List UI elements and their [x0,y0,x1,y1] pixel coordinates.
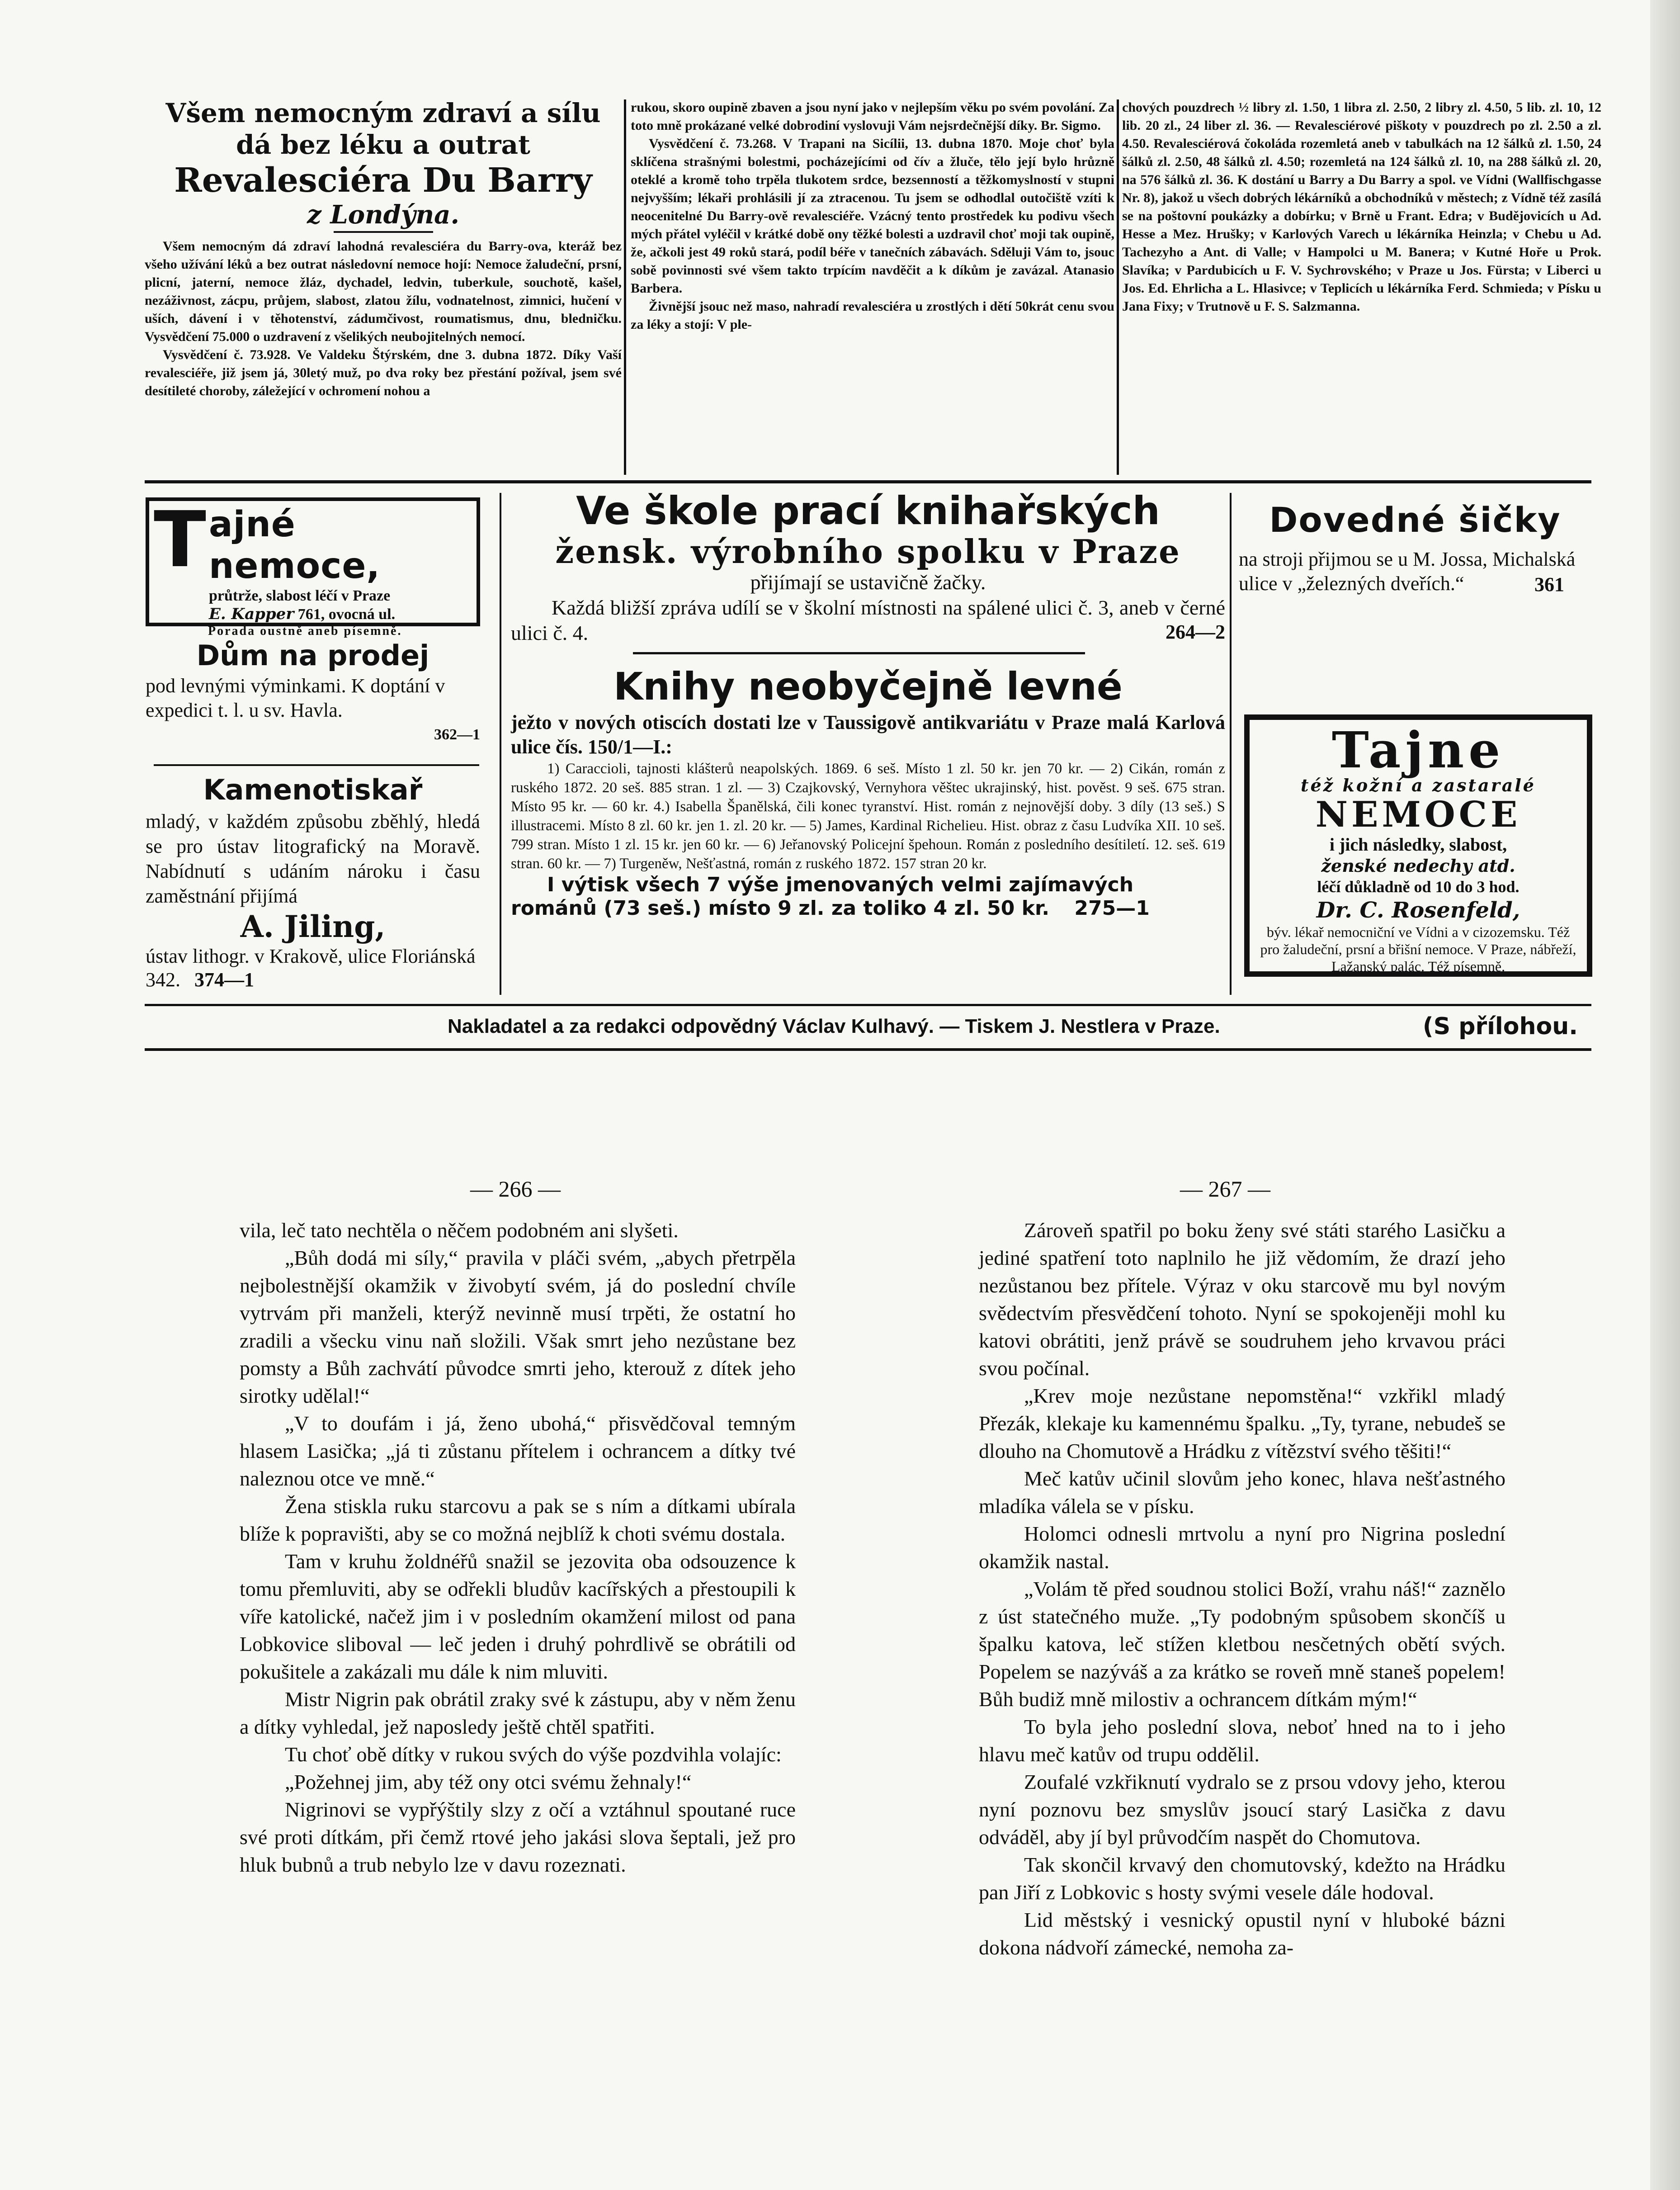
ad-knihy [511,662,1225,920]
revalesciera-column-middle [631,99,1114,474]
ad-dovedne-sicky [1239,493,1591,596]
paragraph: vila, leč tato nechtěla o něčem podobném ani slyšeti. [240,1219,679,1242]
paragraph: Všem nemocným dá zdraví lahodná revalesciéra du Barry-ova, kteráž bez všeho užívání léků a bez outrat následovní nemoce hojí: Nemoce žaludeční, prsní, plicní, jaterní, nemoce žláz, dychadel, ledvin, tuberkule, souchotě, kašel, nezáživnost, zácpu, průjem, slabost, zlatou žílu, vodnatelnost, zimnici, hučení v uších, dávení i v těhotenství, zádumčivost, roumatismus, dnu, bledničku. Vysvědčení 75.000 o uzdravení z všelikých neubojitelných nemocí. [145,239,622,344]
revalesciera-headline-3: Revalesciéra Du Barry [174,161,592,200]
ad-line: léčí důkladně od 10 do 3 hod. [1317,878,1520,896]
ad-text: pod levnými výminkami. K doptání v expedici t. l. u sv. Havla. [146,675,445,721]
scan-edge-shadow [1650,0,1680,2190]
ad-line: průtrže, slabost léčí v Praze [208,587,391,604]
imprint: Nakladatel a za redakci odpovědný Václav Kulhavý. — Tiskem J. Nestlera v Praze. [448,1015,1220,1037]
ad-final-text: románů (73 seš.) místo 9 zl. za toliko 4 zl. 50 kr. [511,897,1050,920]
ad-tajne-nemoce-right [1244,714,1592,977]
divider [154,764,479,766]
column-rule [500,493,501,995]
revalesciera-column-right [1122,99,1601,474]
ad-title: Ve škole prací knihařských [576,488,1160,534]
ad-code: 362—1 [434,726,480,743]
footer [145,1013,1591,1045]
ad-subtitle: žensk. výrobního spolku v Praze [555,532,1181,571]
revalesciera-headline-4: z Londýna. [307,200,459,230]
footer-top-rule [145,1004,1591,1006]
divider [633,652,1085,654]
ad-title: Dovedné šičky [1269,500,1561,540]
paragraph: Zoufalé vzkřiknutí vydralo se z prsou vdovy jeho, kterou nyní poznovu bez smyslův jsoucí starý Lasička z davu odváděl, aby jí byl průvodčím naspět do Chomutova. [979,1770,1505,1849]
paragraph: Lid městský i vesnický opustil nyní v hluboké bázni dokona nádvoří zámecké, nemoha za- [979,1908,1505,1959]
section-rule [145,480,1591,483]
supplement-note: (S přílohou. [1422,1013,1578,1040]
column-rule [1117,99,1119,475]
column-rule [624,99,626,475]
paragraph: Vysvědčení č. 73.268. V Trapani na Sicílii, 13. dubna 1870. Moje choť byla sklíčena strašnými bolestmi, pocházejícími od čív a žluče, tělo její bylo hrůzně oteklé a kromě toho trpěla tlukotem srdce, bezsenností a těžkomyslností v stupni nejvyšším; lékaři prohlásili jí za ztracenou. Tu jsem se odhodlal outočiště vzíti k neocenitelné Du Barry-ově revalesciéře. Vzácný tento prostředek ku podivu všech mých přátel vyléčil v krátké době ony těžké bolesti a uzdravil choť moji tak oupině, že, ačkoli jest 49 roků stará, podíl béře v tanečních zábavách. Sděluji Vám to, jsouc sobě povinnosti své všem takto trpícím navděčit a k díkům je zavázal. Atanasio Barbera. [631,136,1114,296]
ad-title: Knihy neobyčejně levné [613,664,1123,709]
ad-kamenotiskar [146,771,480,992]
column-rule [1230,493,1232,995]
ad-dum-na-prodej [146,638,480,747]
ad-title: Dům na prodej [196,639,429,672]
ad-line: přijímají se ustavičně žačky. [750,571,986,594]
paragraph: Vysvědčení č. 73.928. Ve Valdeku Štýrském, dne 3. dubna 1872. Díky Vaší revalesciéře, již jsem já, 30letý muž, po dva roky bez přestání požíval, jsem své desítileté choroby, záležející v ochromení nohou a [145,347,622,398]
ad-intro: ježto v nových otiscích dostati lze v Taussigově antikvariátu v Praze malá Karlová ulice čís. 150/1—I.: [511,711,1225,758]
revalesciera-column-left [145,97,622,473]
revalesciera-headline-2: dá bez léku a outrat [236,129,530,160]
paragraph: „Bůh dodá mi síly,“ pravila v pláči svém, „abych přetrpěla nejbolestnější okamžik v živobytí svém, já do poslední chvíle vytrvám při manželi, kterýž nevinně musí trpěti, že ostatní ho zradili a všecku vinu naň složili. Však smrt jeho nezůstane bez pomsty a Bůh zachvátí původce smrti jeho, kterouž z dítek jeho sirotky udělal!“ [240,1246,796,1407]
paragraph: „Požehnej jim, aby též ony otci svému žehnaly!“ [285,1770,692,1793]
paragraph: „Volám tě před soudnou stolici Boží, vrahu náš!“ zaznělo z úst statečného muže. „Ty podobným spůsobem skončíš u špalku katova, leč stížen kletbou nesčetných obětí svých. Popelem se nazýváš a za krátko se roveň mně staneš popelem! Bůh budiž mně milostiv a ochrancem dítkám mým!“ [979,1577,1505,1711]
paragraph: Mistr Nigrin pak obrátil zraky své k zástupu, aby v něm ženu a dítky vyhledal, jež naposledy ještě chtěl spatřiti. [240,1688,796,1738]
ad-address-text: ústav lithogr. v Krakově, ulice Floriánská 342. [146,945,476,991]
paragraph: Žena stiskla ruku starcovu a pak se s ním a dítkami ubírala blíže k popravišti, aby se co možná nejblíž k choti svému dostala. [240,1495,796,1545]
ad-address [146,945,480,992]
ad-text: na stroji přijmou se u M. Jossa, Michalská ulice v „železných dveřích.“ [1239,548,1576,595]
ad-title: Kamenotiskař [203,773,423,806]
paragraph: Meč katův učinil slovům jeho konec, hlava nešťastného mladíka válela se v písku. [979,1467,1505,1518]
ad-name: E. Kapper [208,605,294,623]
ad-code: 374—1 [194,969,254,991]
paragraph: To byla jeho poslední slova, neboť hned na to i jeho hlavu meč katův od trupu oddělil. [979,1715,1505,1766]
ad-name: A. Jiling, [240,909,386,944]
page-number-266: — 266 — [470,1176,561,1201]
revalesciera-headline-1: Všem nemocným zdraví a sílu [165,98,601,128]
paragraph: Nigrinovi se vypřýštily slzy z očí a vztáhnul spoutané ruce své proti dítkám, při čemž rtové jeho jakási slova šeptali, jež pro hluk bubnů a trub nebylo lze v davu rozeznati. [240,1798,796,1876]
ad-title: ajné nemoce, [208,504,381,587]
ad-line [209,605,472,624]
ad-line: Porada oustně aneb písemně. [208,624,402,638]
ad-text: mladý, v každém způsobu zběhlý, hledá se pro ústav litografický na Moravě. Nabídnutí s udáním nároku i času zaměstnání přijímá [146,810,480,907]
ad-subtitle: též kožní a zastaralé [1301,775,1536,795]
ad-line: ženské nedechy atd. [1321,856,1515,876]
ad-final-line: I výtisk všech 7 výše jmenovaných velmi zajímavých [547,873,1134,896]
ad-skola-knihari [511,488,1225,644]
ad-code: 361 [1534,573,1564,596]
ad-code: 275—1 [1074,897,1150,920]
paragraph: Tam v kruhu žoldnéřů snažil se jezovita oba odsouzence k tomu přemluviti, aby se odřekli bludův kacířských a přestoupili k víře katolické, načež jim i v posledním okamžení milost od pana Lobkovice sliboval — leč jeden i druhý pohrdlivě se obrátili od pokušitele a zakázali mu dále k nim mluviti. [240,1550,796,1683]
paragraph: Holomci odnesli mrtvolu a nyní pro Nigrina poslední okamžik nastal. [979,1522,1505,1573]
paragraph: Tak skončil krvavý den chomutovský, kdežto na Hrádku pan Jiří z Lobkovic s hosty svými vesele dále hodoval. [979,1853,1505,1904]
paragraph: Živnější jsouc než maso, nahradí revalesciéra u zrostlých i dětí 50krát cenu svou za léky a stojí: V ple- [631,299,1114,332]
ad-text: Každá bližší zpráva udílí se v školní místnosti na spálené ulici č. 3, aneb v černé ulici č. 4. [511,596,1225,644]
paragraph: Tu choť obě dítky v rukou svých do výše pozdvihla volajíc: [285,1743,782,1766]
ad-name: Dr. C. Rosenfeld, [1316,898,1520,923]
ad-final-line [511,897,1225,920]
ad-tajne-nemoce-left [146,495,480,638]
revalesciera-body-left [145,237,622,400]
ad-code: 264—2 [1166,621,1225,643]
divider [334,231,433,233]
footer-bottom-rule [145,1048,1591,1051]
ad-line: i jich následky, slabost, [1329,834,1507,855]
ad-title: Tajne [1331,721,1505,779]
ad-line: býv. lékař nemocniční ve Vídni a v cizozemsku. Též pro žaludeční, prsní a břišní nemoce. V Praze, nábřeží, Lažanský palác. Též písemně. [1260,924,1576,974]
paragraph: Zároveň spatřil po boku ženy své státi starého Lasičku a jediné spatření toto naplnilo he již vědomím, že drazí jeho nezůstanou bez přítele. Výraz v oku starcově mu byl novým svědectvím přesvědčení tohoto. Nyní se spokojeněji mohl ku katovi obrátiti, jenž právě se soudruhem jeho krvavou práci svou počínal. [979,1219,1505,1380]
paragraph: „Krev moje nezůstane nepomstěna!“ vzkřikl mladý Přezák, klekaje ku kamennému špalku. „Ty, tyrane, nebudeš se dlouho na Chomutově a Hrádku z vítězství svého těšiti!“ [979,1384,1505,1462]
ad-book-list: 1) Caraccioli, tajnosti klášterů neapolských. 1869. 6 seš. Místo 1 zl. 50 kr. jen 70 kr. — 2) Cikán, román z ruského 1872. 20 seš. 885 stran. 1 zl. — 3) Czajkovský, Vernyhora věštec ukrajinský, hist. pověst. 9 seš. 675 stran. Místo 95 kr. — 60 kr. 4.) Isabella Španělská, čili konec tyranství. Hist. román z nejnovější doby. 3 díly (13 seš.) S illustracemi. Místo 8 zl. 60 kr. jen 1. zl. 20 kr. — 5) James, Kardinal Richelieu. Hist. obraz z času Ludvíka XII. 10 seš. 799 stran. Místo 1 zl. 15 kr. jen 60 kr. — 6) Jeřanovský Policejní špehoun. Román z posledního desítiletí. 12. seš. 619 stran. 60 kr. — 7) Turgeněw, Nešťastná, román z ruského 1872. 157 stran 20 kr. [511,761,1225,872]
novel-page-267 [979,1216,1505,1961]
paragraph: „V to doufám i já, ženo ubohá,“ přisvědčoval temným hlasem Lasička; „já ti zůstanu přítelem i ochrancem a dítky tvé naleznou otce ve mně.“ [240,1412,796,1490]
novel-page-266 [240,1216,796,1878]
ad-title-2: NEMOCE [1315,794,1521,835]
paragraph: rukou, skoro oupině zbaven a jsou nyní jako v nejlepším věku po svém povolání. Za toto mně prokázané velké dobrodiní vyslovuji Vám nejsrdečnější díky. Br. Sigmo. [631,100,1114,133]
page-number-267: — 267 — [1180,1176,1270,1201]
paragraph: chových pouzdrech ½ libry zl. 1.50, 1 libra zl. 2.50, 2 libry zl. 4.50, 5 lib. zl. 10, 12 lib. 20 zl., 24 liber zl. 36. — Revalesciérové piškoty v pouzdrech po zl. 2.50 a zl. 4.50. Revalesciérová čokoláda rozemletá aneb v tabulkách na 12 šálků zl. 1.50, 24 šálků zl. 2.50, 48 šálků zl. 4.50; rozemletá na 124 šálků zl. 10, na 288 šálků zl. 20, na 576 šálků zl. 36. K dostání u Barry a Du Barry a spol. ve Vídni (Wallfischgasse Nr. 8), jakož u všech dobrých lékárníků a obchodníků v městech; z Vídně též zasílá se na poštovní poukázky a dobírku; v Brně u Frant. Edra; v Budějovicích u Ad. Hesse a Mez. Hrušky; v Karlových Varech u lékárníka Heinzla; v Chebu u Ad. Tachezyho a Ant. di Valle; v Hampolci u M. Banera; v Kutné Hoře u Prok. Slavíka; v Pardubicích u F. V. Sychrovského; v Praze u Jos. Fürsta; v Liberci u Jos. Ed. Ehrlicha a L. Hlasivce; v Teplicích u lékárníka Ferd. Schmieda; v Písku u Jana Fixy; v Trutnově u F. S. Salzmanna. [1122,100,1601,314]
ad-title-initial: T [154,495,206,585]
ad-line-rest: 761, ovocná ul. [297,606,396,623]
